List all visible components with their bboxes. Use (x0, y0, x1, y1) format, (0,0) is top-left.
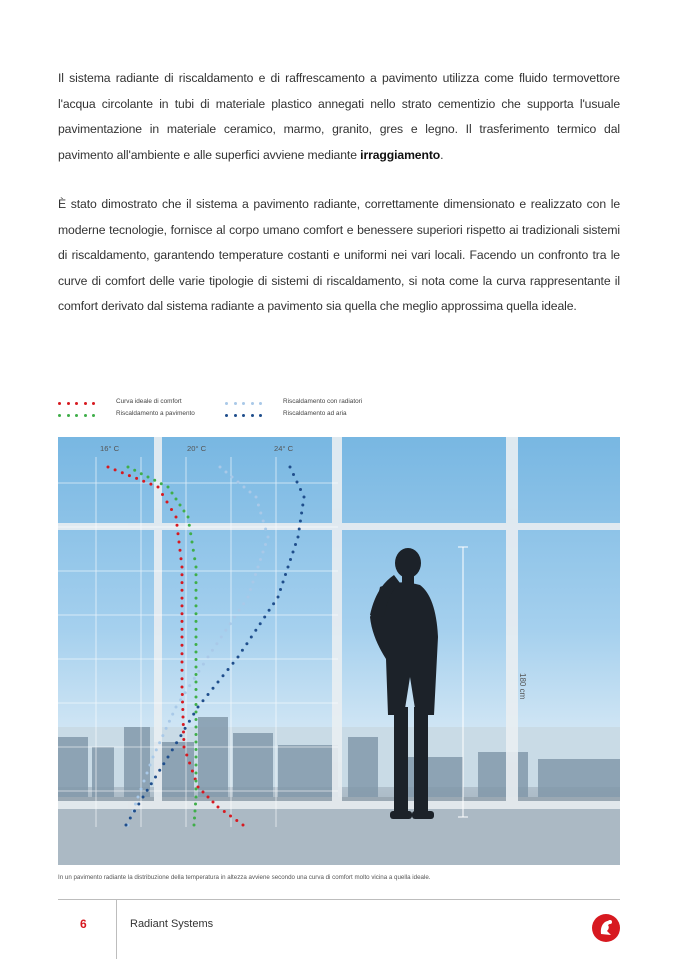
curve-point (264, 528, 267, 531)
curve-point (292, 551, 295, 554)
intro-paragraph: Il sistema radiante di riscaldamento e di raffrescamento a pavimento utilizza come fluido termovettore l'acqua circolante in tubi di materiale plastico annegati nello strato cementizio che supporta l'usuale pavimentazione in materiale ceramico, marmo, granito, gres e legno. Il trasferimento termico dal pavimento all'ambiente e alle superfici avviene mediante irraggiamento. (58, 71, 620, 162)
curve-point (153, 479, 156, 482)
curve-point (195, 756, 198, 759)
curve-point (191, 770, 194, 773)
footer-vertical-divider (116, 900, 117, 959)
curve-point (268, 609, 271, 612)
curve-point (127, 466, 130, 469)
curve-point (197, 670, 200, 673)
curve-point (229, 622, 232, 625)
curve-point (249, 588, 252, 591)
curve-point (175, 498, 178, 501)
curve-point (193, 677, 196, 680)
curve-point (296, 481, 299, 484)
curve-point (188, 524, 191, 527)
curve-point (165, 727, 168, 730)
curve-point (195, 673, 198, 676)
curve-point (195, 748, 198, 751)
curve-point (152, 756, 155, 759)
curve-point (249, 491, 252, 494)
curve-point (247, 596, 250, 599)
curve-point (207, 656, 210, 659)
curve-point (147, 476, 150, 479)
curve-point (300, 512, 303, 515)
curve-point (184, 691, 187, 694)
curve-point (195, 780, 198, 783)
curve-point (233, 616, 236, 619)
curve-point (263, 616, 266, 619)
curve-point (289, 558, 292, 561)
curve-point (217, 806, 220, 809)
curve-point (181, 693, 184, 696)
curve-point (299, 520, 302, 523)
curve-point (202, 699, 205, 702)
curve-point (121, 471, 124, 474)
curve-point (142, 796, 145, 799)
curve-point (195, 696, 198, 699)
curve-point (195, 718, 198, 721)
curve-point (297, 536, 300, 539)
curve-point (217, 681, 220, 684)
curve-point (225, 471, 228, 474)
curve-point (179, 504, 182, 507)
curve-point (237, 656, 240, 659)
curve-point (160, 482, 163, 485)
curve-point (182, 716, 185, 719)
curve-point (181, 597, 184, 600)
curve-point (195, 566, 198, 569)
curve-point (178, 541, 181, 544)
curve-point (289, 466, 292, 469)
curve-point (161, 493, 164, 496)
curve-point (303, 496, 306, 499)
curve-point (182, 738, 185, 741)
curve-point (149, 764, 152, 767)
curve-point (166, 501, 169, 504)
curve-point (181, 652, 184, 655)
curve-point (181, 612, 184, 615)
curve-point (128, 474, 131, 477)
curve-point (143, 780, 146, 783)
curve-point (162, 762, 165, 765)
curve-point (183, 510, 186, 513)
curve-point (181, 661, 184, 664)
curve-point (197, 706, 200, 709)
curve-point (242, 602, 245, 605)
curve-point (194, 803, 197, 806)
curve-point (243, 486, 246, 489)
curve-point (254, 573, 257, 576)
curve-point (195, 733, 198, 736)
curve-point (298, 528, 301, 531)
page-number: 6 (80, 917, 87, 931)
curve-point (257, 504, 260, 507)
curve-point (181, 686, 184, 689)
curve-point (175, 706, 178, 709)
curve-point (238, 609, 241, 612)
curve-point (192, 549, 195, 552)
curve-point (195, 581, 198, 584)
legend-item-radiators: Riscaldamento con radiatori (225, 398, 362, 405)
curve-point (195, 688, 198, 691)
curve-point (279, 588, 282, 591)
curve-point (287, 566, 290, 569)
curve-point (176, 524, 179, 527)
curve-point (179, 549, 182, 552)
curve-point (282, 581, 285, 584)
legend-swatch (225, 412, 277, 416)
curve-point (146, 772, 149, 775)
curve-point (223, 810, 226, 813)
curve-point (207, 796, 210, 799)
photo-scene (58, 437, 620, 865)
curve-point (140, 788, 143, 791)
curve-point (133, 810, 136, 813)
curve-point (241, 649, 244, 652)
comfort-paragraph: È stato dimostrato che il sistema a pavimento radiante, correttamente dimensionato e realizzato con le moderne tecnologie, fornisce al corpo umano comfort e benessere superiori rispetto ai tradizionali sistemi di riscaldamento, garantendo temperature costanti e uniformi nei vari locali. Facendo un confronto tra le curve di comfort delle varie tipologie di sistemi di riscaldamento, si nota come la curva rappresentante il comfort derivato dal sistema radiante a pavimento sia quella che meglio approssima quella ideale. (58, 197, 620, 313)
curve-point (193, 557, 196, 560)
curve-point (245, 642, 248, 645)
curve-point (149, 483, 152, 486)
curve-point (272, 602, 275, 605)
curve-point (181, 644, 184, 647)
curve-point (195, 772, 198, 775)
bold-term: irraggiamento (360, 147, 441, 162)
legend-item-floor: Riscaldamento a pavimento (58, 410, 195, 417)
curve-point (150, 782, 153, 785)
curve-point (181, 604, 184, 607)
figure-caption: In un pavimento radiante la distribuzione della temperatura in altezza avviene secondo una curva di comfort molto vicina a quella ideale. (58, 874, 431, 881)
curve-point (262, 520, 265, 523)
curve-point (237, 481, 240, 484)
curve-point (195, 764, 198, 767)
curve-point (181, 669, 184, 672)
curve-point (193, 817, 196, 820)
curve-point (222, 674, 225, 677)
curve-point (181, 677, 184, 680)
curve-point (171, 748, 174, 751)
curve-point (232, 662, 235, 665)
curve-point (181, 708, 184, 711)
curve-point (195, 643, 198, 646)
curve-point (195, 796, 198, 799)
curve-point (195, 666, 198, 669)
curve-point (195, 703, 198, 706)
curve-point (212, 687, 215, 690)
curve-point (195, 681, 198, 684)
curve-point (179, 698, 182, 701)
tick-16: 16° C (100, 444, 120, 453)
curve-point (193, 824, 196, 827)
curve-point (202, 791, 205, 794)
curve-point (137, 796, 140, 799)
curve-point (188, 762, 191, 765)
curve-point (182, 723, 185, 726)
curve-point (135, 477, 138, 480)
curve-point (301, 504, 304, 507)
tick-20: 20° C (187, 444, 207, 453)
curve-point (181, 566, 184, 569)
curve-point (195, 651, 198, 654)
curve-point (257, 566, 260, 569)
curve-point (155, 748, 158, 751)
curve-point (250, 636, 253, 639)
curve-point (181, 636, 184, 639)
curve-point (137, 803, 140, 806)
curve-point (224, 629, 227, 632)
curve-point (252, 581, 255, 584)
curve-point (259, 512, 262, 515)
brand-logo-icon (592, 914, 620, 942)
curve-point (195, 636, 198, 639)
curve-point (188, 720, 191, 723)
curve-point (202, 663, 205, 666)
curve-point (195, 741, 198, 744)
curve-point (192, 713, 195, 716)
curve-point (134, 803, 137, 806)
curve-point (211, 649, 214, 652)
tick-24: 24° C (274, 444, 294, 453)
curve-point (215, 642, 218, 645)
curve-point (195, 589, 198, 592)
curve-point (195, 711, 198, 714)
curve-point (185, 754, 188, 757)
curve-point (181, 589, 184, 592)
curve-point (195, 658, 198, 661)
curve-point (170, 508, 173, 511)
curve-point (259, 622, 262, 625)
curve-point (158, 741, 161, 744)
curve-point (161, 734, 164, 737)
curve-point (179, 734, 182, 737)
office-window-photo (58, 437, 620, 865)
curve-point (182, 731, 185, 734)
brand-name: Radiant Systems (130, 918, 214, 930)
curve-point (140, 472, 143, 475)
footer-divider (58, 899, 620, 900)
curve-point (195, 726, 198, 729)
curve-point (220, 636, 223, 639)
curve-point (107, 466, 110, 469)
curve-point (194, 810, 197, 813)
curve-point (277, 596, 280, 599)
curve-point (175, 741, 178, 744)
curve-point (168, 720, 171, 723)
height-label: 180 cm (518, 673, 527, 700)
curve-point (154, 776, 157, 779)
curve-point (167, 486, 170, 489)
curve-point (299, 488, 302, 491)
curve-point (284, 573, 287, 576)
legend-item-air: Riscaldamento ad aria (225, 410, 347, 417)
curve-point (259, 558, 262, 561)
curve-point (189, 532, 192, 535)
curve-point (219, 466, 222, 469)
curve-point (167, 756, 170, 759)
curve-point (195, 788, 198, 791)
legend-swatch (58, 400, 110, 404)
curve-point (195, 620, 198, 623)
curve-point (184, 727, 187, 730)
curve-point (114, 468, 117, 471)
curve-point (267, 536, 270, 539)
curve-point (255, 496, 258, 499)
curve-point (129, 817, 132, 820)
curve-point (212, 801, 215, 804)
curve-point (175, 516, 178, 519)
curve-point (181, 628, 184, 631)
curve-point (177, 532, 180, 535)
curve-point (231, 476, 234, 479)
legend-swatch (225, 400, 277, 404)
curve-point (142, 480, 145, 483)
curve-point (294, 543, 297, 546)
curve-point (254, 629, 257, 632)
curve-point (158, 769, 161, 772)
curve-point (195, 573, 198, 576)
curve-point (188, 684, 191, 687)
curve-point (171, 713, 174, 716)
curve-point (262, 551, 265, 554)
curve-point (183, 746, 186, 749)
curve-point (191, 541, 194, 544)
curve-point (195, 612, 198, 615)
curve-point (180, 557, 183, 560)
curve-point (195, 628, 198, 631)
chart-legend (58, 396, 418, 422)
curve-point (181, 620, 184, 623)
curve-point (133, 469, 136, 472)
curve-point (227, 668, 230, 671)
legend-swatch (58, 412, 110, 416)
curve-point (181, 573, 184, 576)
curve-point (229, 815, 232, 818)
curve-point (264, 543, 267, 546)
curve-point (171, 492, 174, 495)
curve-point (157, 486, 160, 489)
curve-point (292, 473, 295, 476)
curve-point (195, 597, 198, 600)
curve-point (195, 604, 198, 607)
curve-point (207, 693, 210, 696)
legend-item-ideal: Curva ideale di comfort (58, 398, 182, 405)
curve-point (146, 789, 149, 792)
curve-point (187, 516, 190, 519)
curve-point (125, 824, 128, 827)
curve-point (235, 819, 238, 822)
curve-point (181, 581, 184, 584)
curve-point (242, 824, 245, 827)
